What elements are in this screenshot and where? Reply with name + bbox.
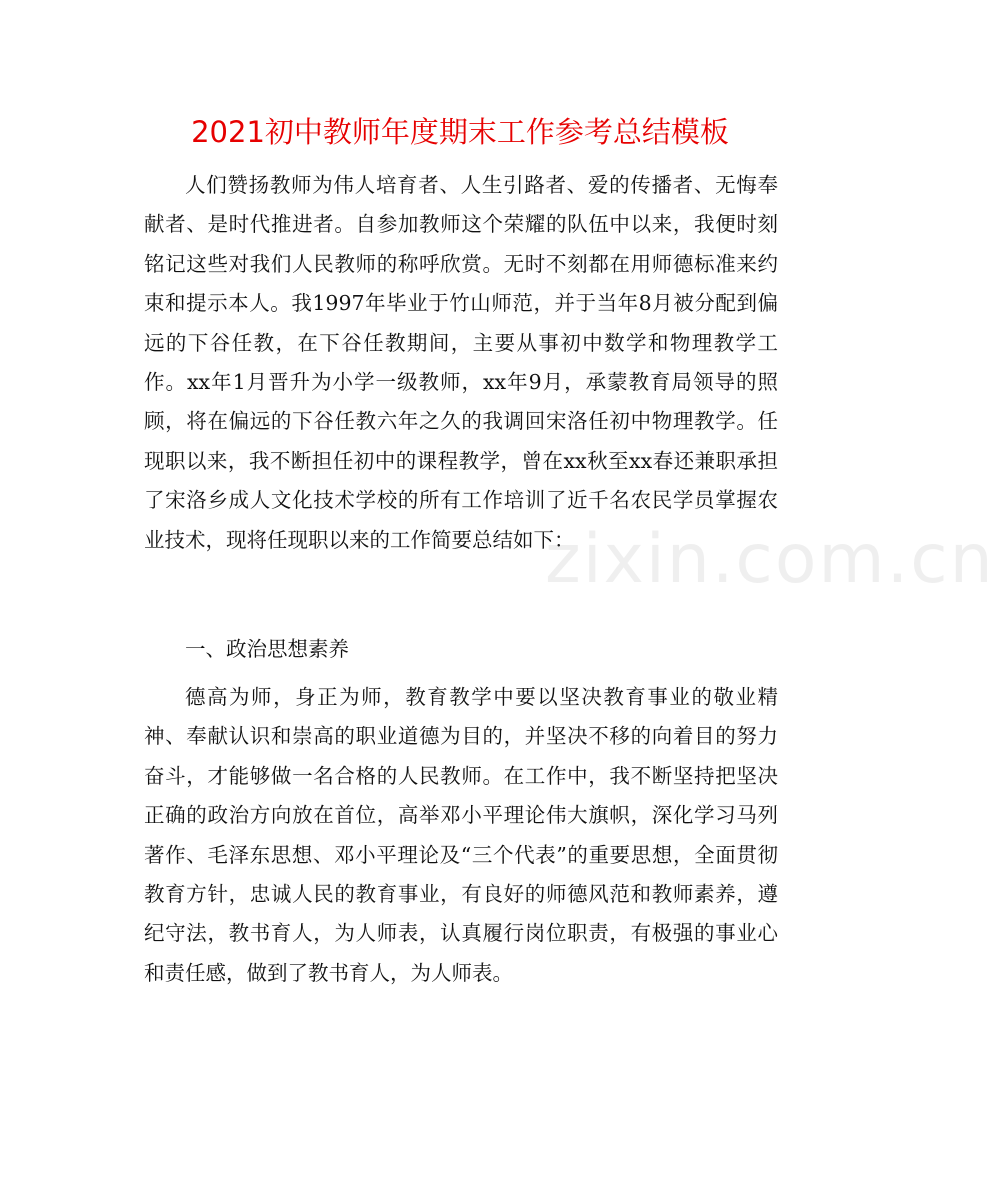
section-heading: 一、政治思想素养 xyxy=(185,637,349,661)
document-title: 2021初中教师年度期末工作参考总结模板 xyxy=(191,115,729,149)
watermark: zixin.com.cn xyxy=(545,520,995,599)
intro-paragraph: 人们赞扬教师为伟人培育者、人生引路者、爱的传播者、无悔奉献者、是时代推进者。自参加教师这个荣耀的队伍中以来，我便时刻铭记这些对我们人民教师的称呼欣赏。无时不刻都在用师德标准来约束和提示本人。我1997年毕业于竹山师范，并于当年8月被分配到偏远的下谷任教，在下谷任教期间，主要从事初中数学和物理教学工作。xx年1月晋升为小学一级教师，xx年9月，承蒙教育局领导的照顾，将在偏远的下谷任教六年之久的我调回宋洛任初中物理教学。任现职以来，我不断担任初中的课程教学，曾在xx秋至xx春还兼职承担了宋洛乡成人文化技术学校的所有工作培训了近千名农民学员掌握农业技术，现将任现职以来的工作简要总结如下： xyxy=(144,173,778,552)
section-paragraph: 德高为师，身正为师，教育教学中要以坚决教育事业的敬业精神、奉献认识和崇高的职业道德为目的，并坚决不移的向着目的努力奋斗，才能够做一名合格的人民教师。在工作中，我不断坚持把坚决正确的政治方向放在首位，高举邓小平理论伟大旗帜，深化学习马列著作、毛泽东思想、邓小平理论及“三个代表”的重要思想，全面贯彻教育方针，忠诚人民的教育事业，有良好的师德风范和教师素养，遵纪守法，教书育人，为人师表，认真履行岗位职责，有极强的事业心和责任感，做到了教书育人，为人师表。 xyxy=(144,685,778,985)
